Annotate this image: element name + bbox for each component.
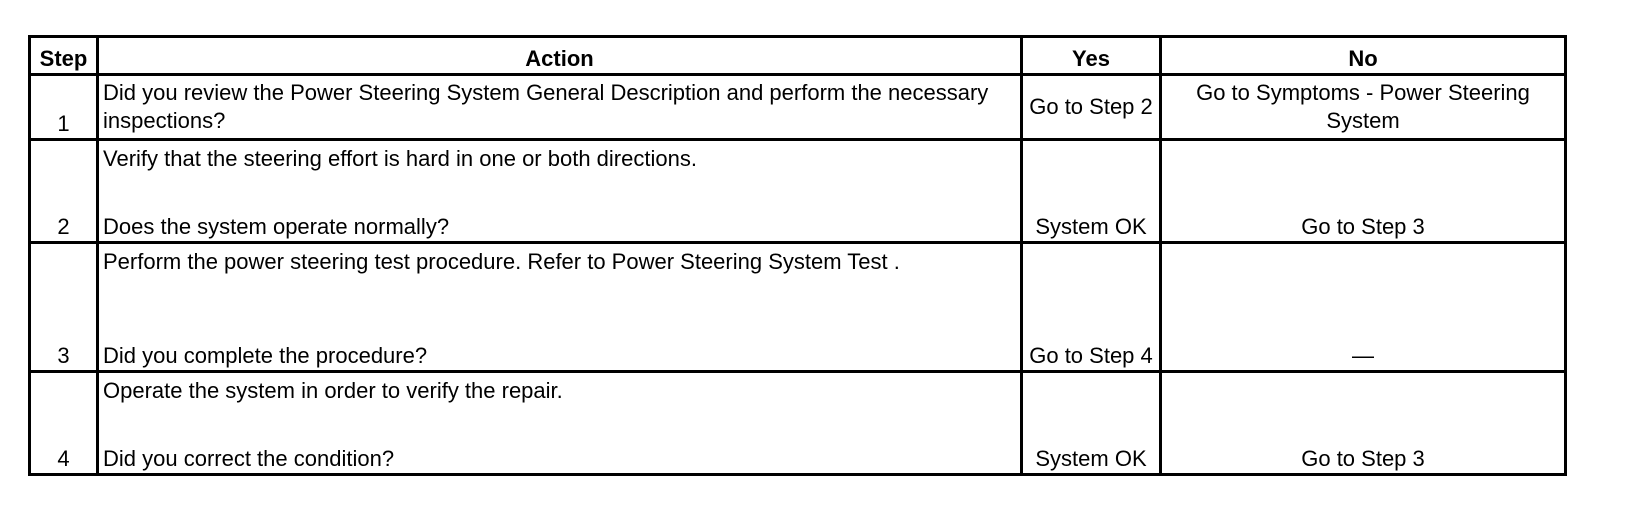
table-row [30,75,1566,140]
action-cell [98,140,1022,243]
no-cell: Go to Symptoms - Power Steering System [1161,75,1566,140]
step-number: 2 [30,140,98,243]
header-action: Action [98,37,1022,75]
action-instruction: Verify that the steering effort is hard in one or both directions. [103,146,697,171]
header-yes: Yes [1022,37,1161,75]
action-cell [98,372,1022,475]
header-no: No [1161,37,1566,75]
no-cell: — [1161,243,1566,372]
action-instruction: Perform the power steering test procedure. Refer to Power Steering System Test . [103,249,900,274]
table-row [30,140,1566,243]
action-question: Did you complete the procedure? [103,343,428,368]
yes-cell: System OK [1022,140,1161,243]
action-instruction: Did you review the Power Steering System General Description and perform the necessary inspections? [103,80,989,133]
yes-cell: Go to Step 4 [1022,243,1161,372]
action-cell [98,243,1022,372]
action-question: Does the system operate normally? [103,214,450,239]
table-row [30,243,1566,372]
action-question: Did you correct the condition? [103,446,395,471]
step-number: 1 [30,75,98,140]
no-cell: Go to Step 3 [1161,140,1566,243]
no-cell: Go to Step 3 [1161,372,1566,475]
action-instruction: Operate the system in order to verify the repair. [103,378,563,403]
yes-cell: System OK [1022,372,1161,475]
step-number: 3 [30,243,98,372]
step-number: 4 [30,372,98,475]
yes-cell: Go to Step 2 [1022,75,1161,140]
diagnostic-table [28,35,1567,476]
table-header-row [30,37,1566,75]
header-step: Step [30,37,98,75]
table-row [30,372,1566,475]
action-cell [98,75,1022,140]
